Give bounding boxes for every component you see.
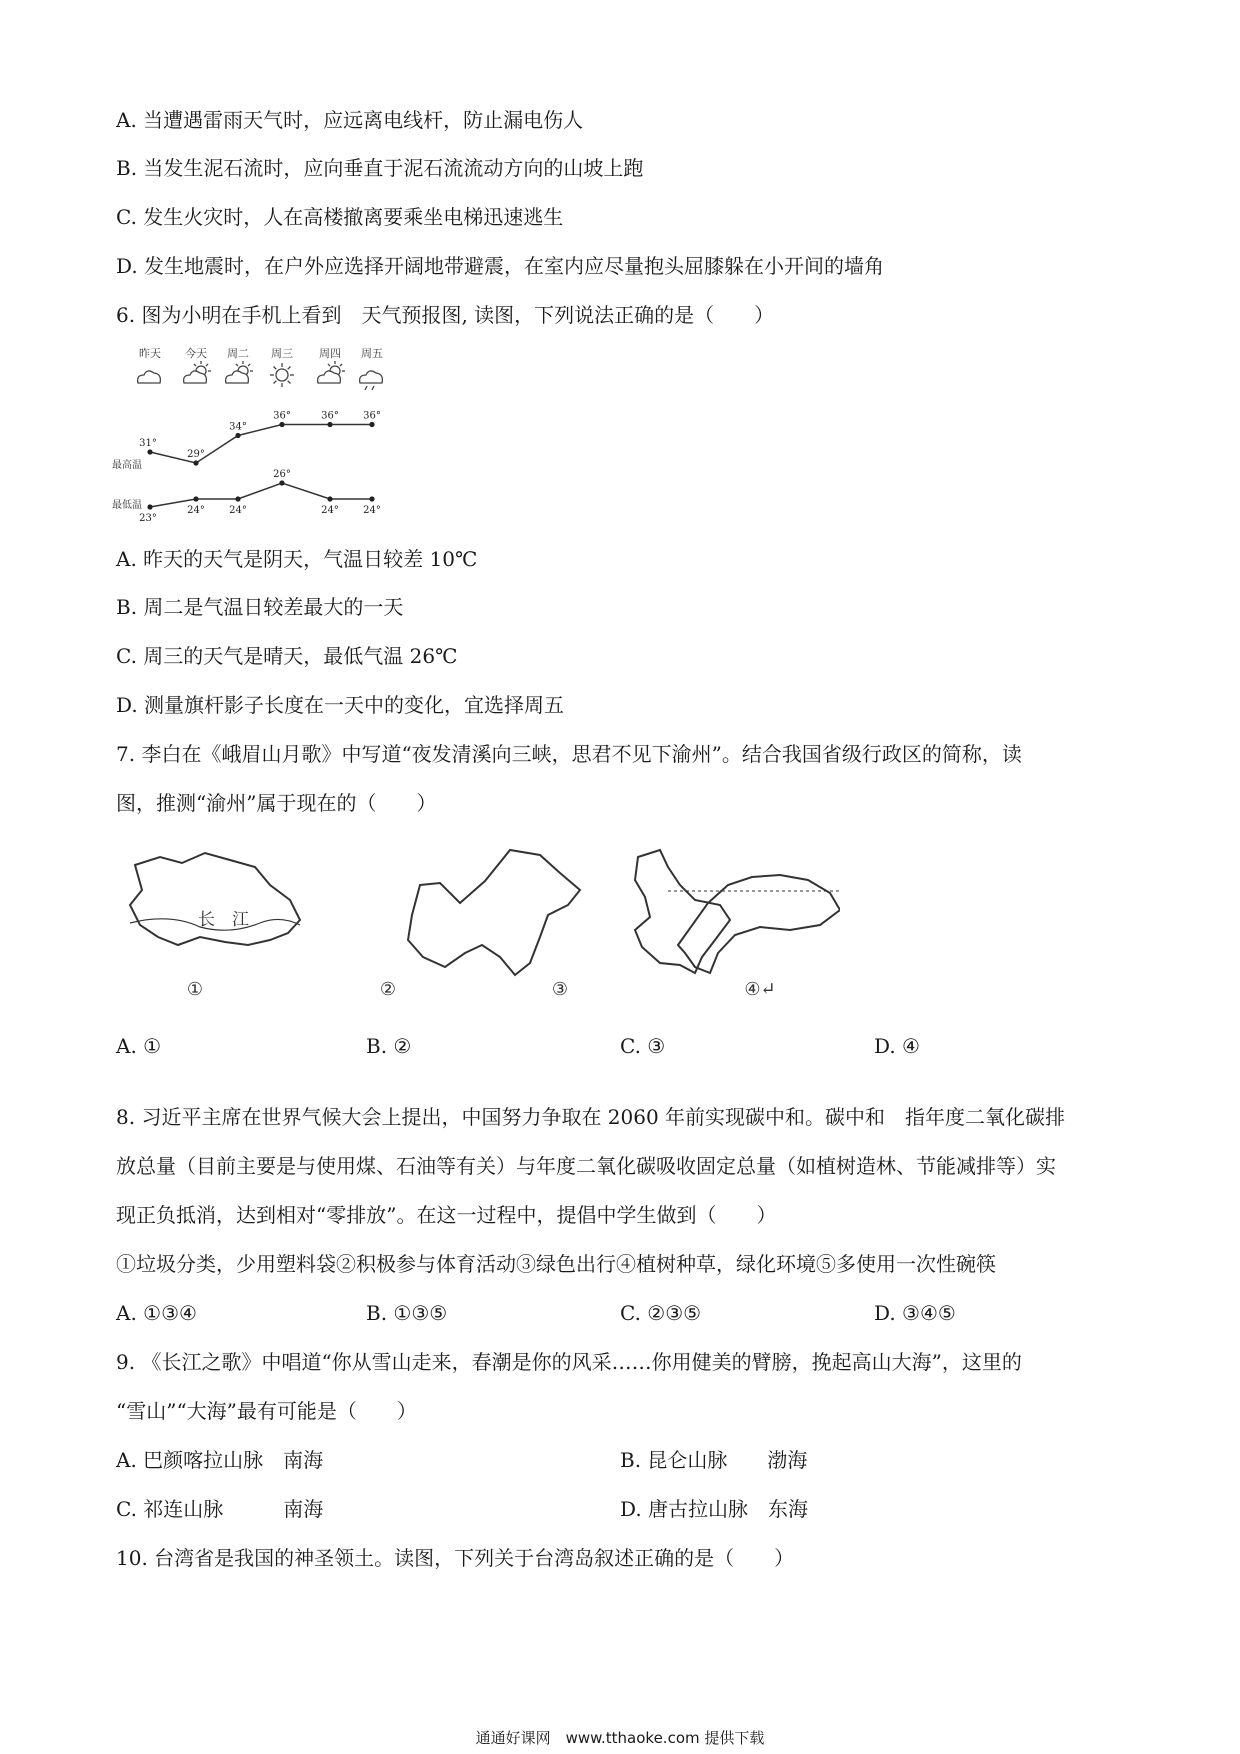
q9-option-b: B. 昆仑山脉 渤海 — [620, 1448, 808, 1472]
low-temp-value-label: 24° — [187, 505, 205, 516]
low-temp-point — [279, 480, 284, 485]
high-temp-point — [369, 422, 374, 427]
q5-option-a: A. 当遭遇雷雨天气时，应远离电线杆，防止漏电伤人 — [116, 108, 584, 132]
map-label-3: ③ — [551, 979, 569, 1000]
high-temp-point — [147, 449, 152, 454]
q6-stem: 6. 图为小明在手机上看到 天气预报图, 读图，下列说法正确的是（ ） — [116, 303, 775, 327]
q6-option-a: A. 昨天的天气是阴天，气温日较差 10℃ — [116, 547, 478, 571]
low-temp-value-label: 23° — [139, 513, 157, 524]
cloudy-icon — [138, 371, 161, 383]
low-temp-point — [147, 504, 152, 509]
low-temp-point — [327, 496, 332, 501]
q8-option-b: B. ①③⑤ — [366, 1301, 448, 1325]
low-temp-point — [369, 496, 374, 501]
q9-line1: 9. 《长江之歌》中唱道“你从雪山走来，春潮是你的风采……你用健美的臂膀，挽起高山大海”，这里的 — [116, 1350, 1022, 1374]
q7-stem-line2: 图，推测“渝州”属于现在的（ ） — [116, 791, 437, 815]
partly-cloudy-icon — [226, 361, 253, 383]
q5-option-b: B. 当发生泥石流时，应向垂直于泥石流流动方向的山坡上跑 — [116, 156, 644, 180]
q9-option-a: A. 巴颜喀拉山脉 南海 — [116, 1448, 324, 1472]
low-temp-label: 最低温 — [112, 500, 142, 511]
q6-option-b: B. 周二是气温日较差最大的一天 — [116, 595, 404, 619]
q8-line2: 放总量（目前主要是与使用煤、石油等有关）与年度二氧化碳吸收固定总量（如植树造林、节能减排等）实 — [116, 1154, 1056, 1178]
high-temp-point — [327, 422, 332, 427]
day-label: 昨天 — [139, 347, 161, 360]
low-temp-value-label: 26° — [273, 469, 291, 480]
high-temp-value-label: 34° — [229, 421, 247, 433]
q7-option-c: C. ③ — [620, 1034, 666, 1058]
q9-option-d: D. 唐古拉山脉 东海 — [620, 1497, 809, 1521]
q7-option-a: A. ① — [116, 1034, 162, 1058]
page-footer: 通通好课网 www.tthaoke.com 提供下载 — [475, 1729, 765, 1747]
q7-option-b: B. ② — [366, 1034, 412, 1058]
high-temp-value-label: 36° — [321, 410, 339, 422]
day-label: 周三 — [271, 347, 293, 360]
q10-stem: 10. 台湾省是我国的神圣领土。读图，下列关于台湾岛叙述正确的是（ ） — [116, 1546, 795, 1570]
province-outline-maps — [120, 845, 840, 1005]
q8-line3: 现正负抵消，达到相对“零排放”。在这一过程中，提倡中学生做到（ ） — [116, 1203, 777, 1227]
high-temp-value-label: 31° — [139, 438, 157, 449]
cloud-rain-icon — [360, 371, 383, 390]
sunny-icon — [270, 363, 294, 387]
day-label: 周五 — [361, 347, 383, 360]
day-label: 周二 — [227, 347, 249, 360]
map-heilongjiang-outline — [635, 850, 730, 973]
high-temp-label: 最高温 — [112, 460, 142, 471]
river-label: 长 江 — [198, 910, 249, 930]
map-label-2: ② — [379, 979, 397, 1000]
q8-option-d: D. ③④⑤ — [874, 1301, 956, 1325]
q8-option-a: A. ①③④ — [116, 1301, 197, 1325]
high-temp-value-label: 29° — [187, 449, 205, 460]
q5-option-c: C. 发生火灾时，人在高楼撤离要乘坐电梯迅速逃生 — [116, 205, 564, 229]
q9-option-c: C. 祁连山脉 南海 — [116, 1497, 324, 1521]
high-temp-point — [279, 422, 284, 427]
q8-option-c: C. ②③⑤ — [620, 1301, 702, 1325]
map-chongqing-outline — [408, 850, 580, 975]
partly-cloudy-icon — [184, 361, 211, 383]
low-temp-line — [150, 483, 372, 507]
high-temp-value-label: 36° — [273, 410, 291, 422]
q8-line4: ①垃圾分类，少用塑料袋②积极参与体育活动③绿色出行④植树种草，绿化环境⑤多使用一次性碗筷 — [116, 1252, 996, 1276]
partly-cloudy-icon — [318, 361, 345, 383]
map-hubei-outline — [130, 853, 300, 945]
low-temp-point — [193, 496, 198, 501]
map-label-1: ① — [186, 979, 204, 1000]
high-temp-point — [193, 460, 198, 465]
q6-option-d: D. 测量旗杆影子长度在一天中的变化，宜选择周五 — [116, 693, 565, 717]
high-temp-value-label: 36° — [363, 410, 381, 422]
weather-forecast-figure — [112, 345, 432, 525]
low-temp-point — [235, 496, 240, 501]
low-temp-value-label: 24° — [229, 505, 247, 516]
q5-option-d: D. 发生地震时，在户外应选择开阔地带避震，在室内应尽量抱头屈膝躲在小开间的墙角 — [116, 254, 885, 278]
q7-option-d: D. ④ — [874, 1034, 920, 1058]
q8-line1: 8. 习近平主席在世界气候大会上提出，中国努力争取在 2060 年前实现碳中和。碳中和 指年度二氧化碳排 — [116, 1105, 1066, 1129]
high-temp-line — [150, 425, 372, 464]
q7-stem-line1: 7. 李白在《峨眉山月歌》中写道“夜发清溪向三峡，思君不见下渝州”。结合我国省级行政区的简称，读 — [116, 742, 1022, 766]
q6-option-c: C. 周三的天气是晴天，最低气温 26℃ — [116, 644, 458, 668]
map-label-4: ④↵ — [744, 979, 776, 1000]
low-temp-value-label: 24° — [321, 505, 339, 516]
day-label: 今天 — [185, 347, 207, 360]
high-temp-point — [235, 433, 240, 438]
day-label: 周四 — [319, 347, 341, 360]
q9-line2: “雪山”“大海”最有可能是（ ） — [116, 1399, 417, 1423]
low-temp-value-label: 24° — [363, 505, 381, 516]
